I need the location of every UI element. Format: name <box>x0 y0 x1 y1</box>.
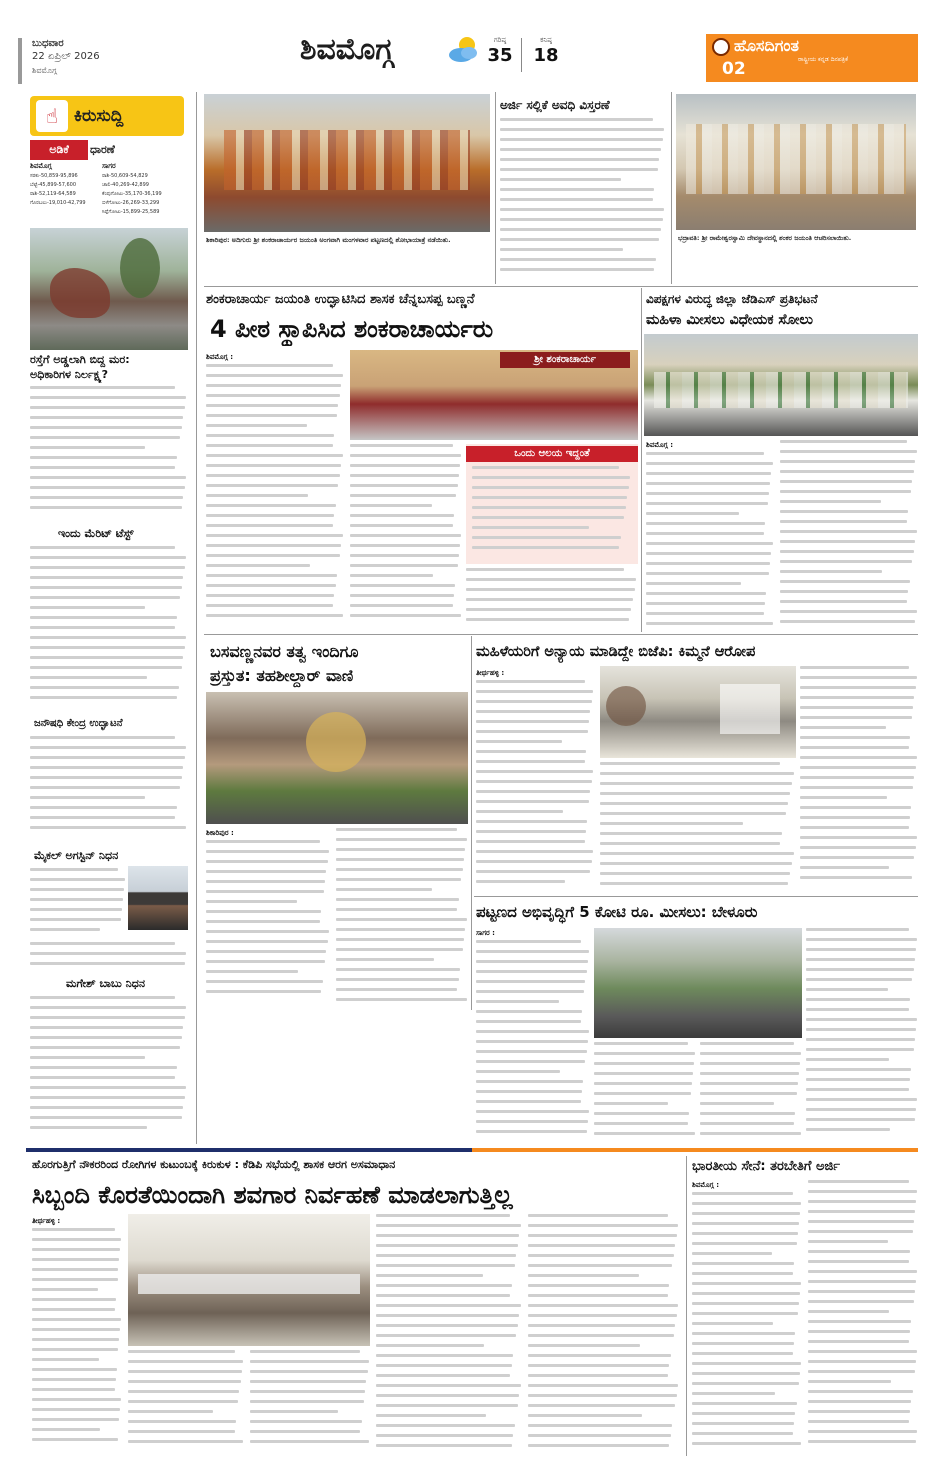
min-temp-block <box>526 36 566 76</box>
tree-story-text <box>30 386 188 520</box>
divider-top-2 <box>671 92 672 284</box>
michael-story-text <box>30 868 126 938</box>
divider-mid-2 <box>471 636 472 1010</box>
max-temp-block <box>482 36 518 76</box>
market-row: ಸಿಪ್ಪೆಗೋಟು-15,899-25,589 <box>102 209 160 215</box>
bjp-story-col2 <box>600 762 796 894</box>
temp-divider <box>521 38 522 72</box>
mortuary-story-col2 <box>128 1350 244 1454</box>
min-temp-label: ಕನಿಷ್ಠ <box>540 36 552 44</box>
divider-row2 <box>204 634 918 635</box>
masthead-day: ಬುಧವಾರ <box>32 38 64 49</box>
market-title-left: ಅಡಿಕೆ <box>30 140 88 160</box>
quote-box <box>466 444 638 564</box>
market-col2-list <box>102 172 184 218</box>
masthead-date: 22 ಏಪ್ರಿಲ್ 2026 <box>32 51 100 62</box>
shankara-story-col2 <box>350 444 462 628</box>
paper-name: ಹೊಸದಿಗಂತ <box>734 36 799 55</box>
left-column-divider <box>196 92 197 1144</box>
banner-text: ಶ್ರೀ ಶಂಕರಾಚಾರ್ಯ <box>500 352 630 368</box>
photo1-caption: ಶಿಕಾರಿಪುರ: ಅದಿಗುರು ಶ್ರೀ ಶಂಕರಾಚಾರ್ಯರ ಜಯಂತಿ ಅಂಗವಾಗಿ ಮಂಗಳವಾರ ಪಟ್ಟಣದಲ್ಲಿ ಶೋಭಾಯಾತ್ರೆ ನಡೆಯಿತು. <box>206 236 451 244</box>
jds-story-col1 <box>646 452 774 632</box>
magesh-story-text <box>30 996 188 1142</box>
market-col1-title: ಶಿವಮೊಗ್ಗ <box>30 162 52 170</box>
michael-headline: ಮೈಕಲ್ ಅಗಸ್ಟಿನ್ ನಿಧನ <box>34 849 119 862</box>
mortuary-headline: ಸಿಬ್ಬಂದಿ ಕೊರತೆಯಿಂದಾಗಿ ಶವಗಾರ ನಿರ್ವಹಣೆ ಮಾಡಲಾಗುತ್ತಿಲ್ಲ <box>32 1181 513 1209</box>
date-block <box>18 38 188 84</box>
magesh-headline: ಮಗೇಶ್ ಬಾಬು ನಿಧನ <box>66 977 145 990</box>
jan-story-text <box>30 736 188 842</box>
max-temp-label: ಗರಿಷ್ಠ <box>493 36 507 44</box>
hand-icon: ☝ <box>36 100 68 132</box>
market-col1-list <box>30 172 100 218</box>
photo3-caption: ಭದ್ರಾವತಿ: ಶ್ರೀ ರಾಮೇಶ್ವರಸ್ವಾಮಿ ದೇವಸ್ಥಾನದಲ್ಲಿ ಶಂಕರ ಜಯಂತಿ ಆಚರಿಸಲಾಯಿತು. <box>678 234 852 242</box>
jan-headline: ಜನೌಷಧಿ ಕೇಂದ್ರ ಉದ್ಘಾಟನೆ <box>34 718 123 729</box>
shankara-story-col3 <box>466 568 638 628</box>
market-row: ಸರಕು-50,859-95,896 <box>30 173 78 179</box>
michael-portrait-photo <box>128 866 188 930</box>
town-story-col4 <box>806 928 918 1144</box>
bottom-separator <box>26 1148 918 1152</box>
town-headline: ಪಟ್ಟಣದ ಅಭಿವೃದ್ಧಿಗೆ 5 ಕೋಟಿ ರೂ. ಮೀಸಲು: ಬೇಳೂರು <box>476 903 758 921</box>
mortuary-dateline: ತೀರ್ಥಹಳ್ಳಿ : <box>32 1217 61 1225</box>
bjp-story-col1 <box>476 680 594 894</box>
jds-story-col2 <box>780 440 918 632</box>
deadline-headline: ಅರ್ಜಿ ಸಲ್ಲಿಕೆ ಅವಧಿ ವಿಸ್ತರಣೆ <box>500 98 610 112</box>
market-col2-title: ಸಾಗರ <box>102 162 116 170</box>
army-story-col1 <box>692 1192 802 1454</box>
shankara-headline: 4 ಪೀಠ ಸ್ಥಾಪಿಸಿದ ಶಂಕರಾಚಾರ್ಯರು <box>210 315 494 343</box>
town-story-col3 <box>700 1042 802 1144</box>
bjp-press-photo <box>600 666 796 758</box>
jds-headline-1: ವಿಪಕ್ಷಗಳ ವಿರುದ್ಧ ಜಿಲ್ಲಾ ಜೆಡಿಎಸ್ ಪ್ರತಿಭಟನೆ <box>646 292 818 306</box>
merit-headline: ಇಂದು ಮೆರಿಟ್ ಟೆಸ್ಟ್ <box>58 527 134 540</box>
town-story-col2 <box>594 1042 696 1144</box>
shankara-dateline: ಶಿವಮೊಗ್ಗ : <box>206 353 233 361</box>
market-row: ಗೊರಬಲು-19,010-42,799 <box>30 200 86 206</box>
masthead <box>0 0 945 88</box>
kirusuddi-title: ಕಿರುಸುದ್ದಿ <box>74 106 124 126</box>
market-row: ಚಾಲಿ-40,269-42,899 <box>102 182 149 188</box>
shankara-event-photo <box>350 350 638 440</box>
basava-event-photo <box>206 692 468 824</box>
jds-protest-photo <box>644 334 918 436</box>
bjp-headline: ಮಹಿಳೆಯರಿಗೆ ಅನ್ಯಾಯ ಮಾಡಿದ್ದೇ ಬಿಜೆಪಿ: ಕಿಮ್ಮನೆ ಆರೋಪ <box>476 644 756 660</box>
basava-story-col2 <box>336 828 468 1008</box>
tree-headline-1: ರಸ್ತೆಗೆ ಅಡ್ಡಲಾಗಿ ಬಿದ್ದ ಮರ: <box>30 353 130 366</box>
mortuary-kicker: ಹೊರಗುತ್ತಿಗೆ ನೌಕರರಿಂದ ರೋಗಿಗಳ ಕುಟುಂಬಕ್ಕೆ ಕಿರುಕುಳ : ಕೆಡಿಪಿ ಸಭೆಯಲ್ಲಿ ಶಾಸಕ ಆರಗ ಅಸಮಾಧಾನ <box>32 1158 396 1171</box>
divider-mid-1 <box>641 288 642 632</box>
max-temp-value: 35 <box>487 45 513 66</box>
divider-bottom <box>686 1156 687 1456</box>
divider-row1 <box>204 286 918 287</box>
mortuary-story-col4 <box>376 1214 522 1454</box>
quote-title: ಒಂದು ಆಲಯ ಇದ್ದಂತೆ <box>466 446 638 462</box>
paper-tagline: ರಾಷ್ಟ್ರೀಯ ಕನ್ನಡ ದಿನಪತ್ರಿಕೆ <box>798 56 849 63</box>
masthead-city-title: ಶಿವಮೊಗ್ಗ <box>300 32 394 67</box>
town-event-photo <box>594 928 802 1038</box>
kirusuddi-badge <box>30 96 184 136</box>
market-price-box <box>30 140 184 220</box>
mortuary-story-col3 <box>250 1350 370 1454</box>
mortuary-story-col5 <box>528 1214 680 1454</box>
page-number: 02 <box>722 59 746 79</box>
army-headline: ಭಾರತೀಯ ಸೇನೆ: ತರಬೇತಿಗೆ ಅರ್ಜಿ <box>692 1159 840 1174</box>
shankara-story-col1 <box>206 364 344 628</box>
min-temp-value: 18 <box>533 45 559 66</box>
mortuary-story-col1 <box>32 1228 122 1454</box>
divider-top-1 <box>495 92 496 284</box>
merit-story-text <box>30 546 188 710</box>
fallen-tree-photo <box>30 228 188 350</box>
market-title-right: ಧಾರಣೆ <box>90 143 115 156</box>
basava-story-col1 <box>206 840 330 1008</box>
bjp-dateline: ತೀರ್ಥಹಳ್ಳಿ : <box>476 669 505 677</box>
town-story-col1 <box>476 940 590 1144</box>
michael-story-text-2 <box>30 942 188 972</box>
paper-brand <box>706 34 918 82</box>
deadline-story-text <box>500 118 666 284</box>
market-row: ಬಿಳೆಗೋಟು-26,269-33,299 <box>102 200 160 206</box>
procession-photo-1 <box>204 94 490 232</box>
tree-headline-2: ಅಧಿಕಾರಿಗಳ ನಿರ್ಲಕ್ಷ್ಯ? <box>30 368 108 381</box>
town-dateline: ಸಾಗರ : <box>476 929 495 937</box>
divider-row3 <box>474 896 918 897</box>
basava-dateline: ಶಿಕಾರಿಪುರ : <box>206 829 234 837</box>
market-row: ಕೆಂಪುಗೋಟು-35,170-36,199 <box>102 191 162 197</box>
market-row: ರಾಶಿ-50,609-54,829 <box>102 173 148 179</box>
mortuary-meeting-photo <box>128 1214 370 1346</box>
basava-headline-1: ಬಸವಣ್ಣನವರ ತತ್ವ ಇಂದಿಗೂ <box>210 642 359 661</box>
shankara-kicker: ಶಂಕರಾಚಾರ್ಯ ಜಯಂತಿ ಉದ್ಘಾಟಿಸಿದ ಶಾಸಕ ಚೆನ್ನಬಸಪ್ಪ ಬಣ್ಣನೆ <box>206 292 475 307</box>
paper-logo-icon <box>712 38 730 56</box>
bjp-story-col3 <box>800 666 918 894</box>
temple-photo <box>676 94 916 230</box>
market-row: ಬೆಟ್ಟೆ-45,899-57,600 <box>30 182 77 188</box>
basava-headline-2: ಪ್ರಸ್ತುತ: ತಹಶೀಲ್ದಾರ್ ವಾಣಿ <box>210 666 354 685</box>
quote-text <box>472 466 632 560</box>
market-row: ರಾಶಿ-52,119-64,589 <box>30 191 76 197</box>
masthead-edition: ಶಿವಮೊಗ್ಗ <box>32 66 57 75</box>
army-dateline: ಶಿವಮೊಗ್ಗ : <box>692 1181 719 1189</box>
army-story-col2 <box>808 1180 918 1454</box>
jds-headline-2: ಮಹಿಳಾ ಮೀಸಲು ವಿಧೇಯಕ ಸೋಲು <box>646 312 813 328</box>
weather-icon <box>447 33 481 67</box>
jds-dateline: ಶಿವಮೊಗ್ಗ : <box>646 441 673 449</box>
